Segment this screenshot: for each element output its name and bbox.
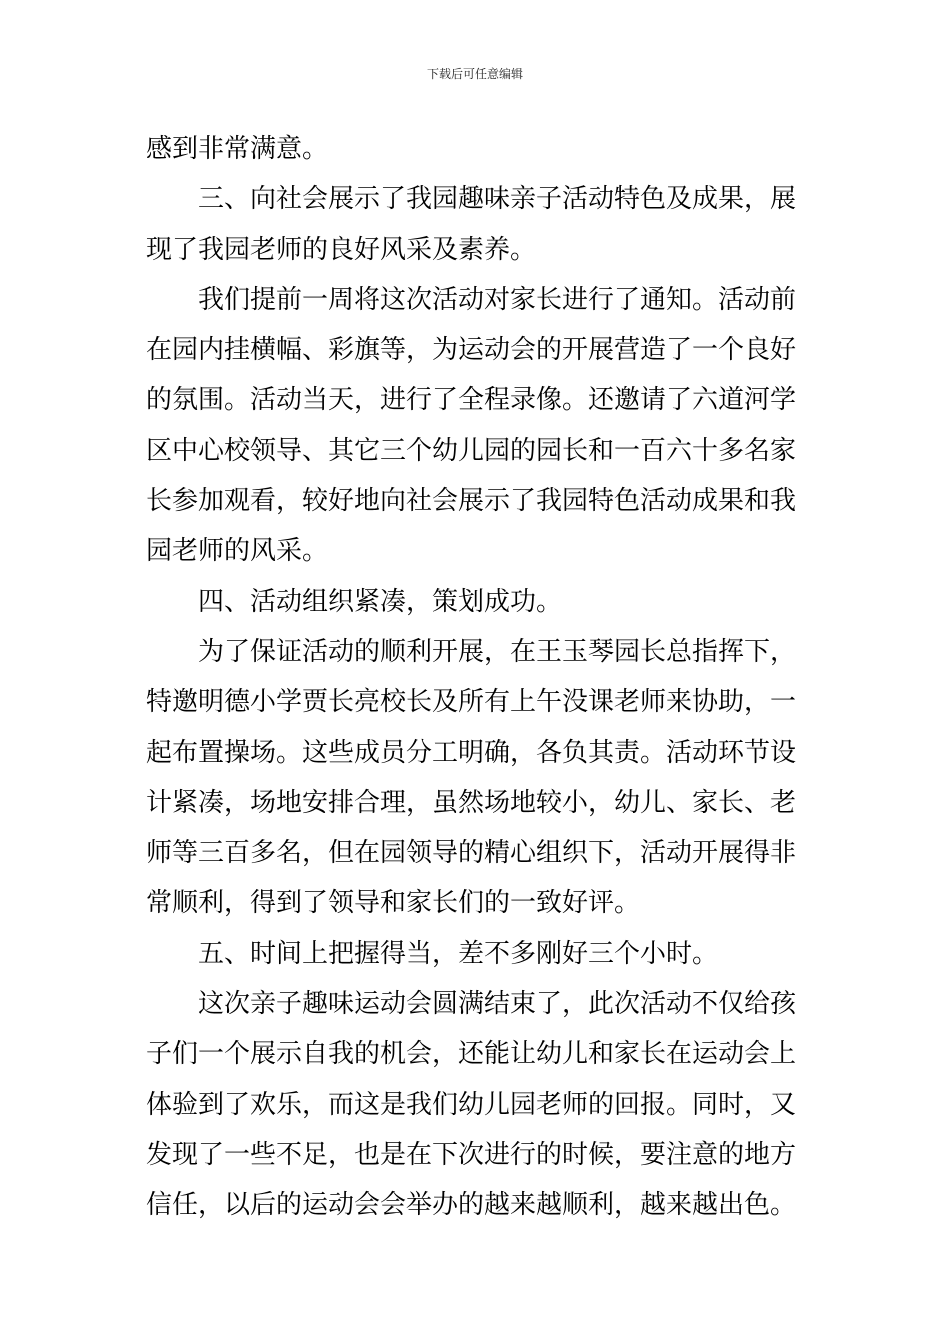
text-line: 特邀明德小学贾长亮校长及所有上午没课老师来协助，一 xyxy=(146,687,797,718)
text-line: 五、时间上把握得当，差不多刚好三个小时。 xyxy=(198,938,719,969)
text-line: 四、活动组织紧凑，策划成功。 xyxy=(198,586,563,617)
text-line: 常顺利，得到了领导和家长们的一致好评。 xyxy=(146,888,641,919)
text-line: 发现了一些不足，也是在下次进行的时候，要注意的地方 xyxy=(146,1139,797,1170)
text-line: 区中心校领导、其它三个幼儿园的园长和一百六十多名家 xyxy=(146,435,797,466)
document-body xyxy=(146,124,806,1231)
page-header: 下载后可任意编辑 xyxy=(426,67,523,81)
text-line: 师等三百多名，但在园领导的精心组织下，活动开展得非 xyxy=(146,838,797,869)
text-line: 三、向社会展示了我园趣味亲子活动特色及成果，展 xyxy=(198,184,797,215)
text-line: 起布置操场。这些成员分工明确，各负其责。活动环节设 xyxy=(146,737,797,768)
text-line: 的氛围。活动当天，进行了全程录像。还邀请了六道河学 xyxy=(146,385,797,416)
text-line: 园老师的风采。 xyxy=(146,536,329,567)
text-line: 计紧凑，场地安排合理，虽然场地较小，幼儿、家长、老 xyxy=(146,787,797,818)
text-line: 长参加观看，较好地向社会展示了我园特色活动成果和我 xyxy=(146,486,797,517)
text-line: 感到非常满意。 xyxy=(146,134,329,164)
text-line: 我们提前一周将这次活动对家长进行了通知。活动前 xyxy=(198,284,797,315)
text-line: 这次亲子趣味运动会圆满结束了，此次活动不仅给孩 xyxy=(198,989,797,1020)
text-line: 体验到了欢乐，而这是我们幼儿园老师的回报。同时，又 xyxy=(146,1089,797,1120)
text-line: 在园内挂横幅、彩旗等，为运动会的开展营造了一个良好 xyxy=(146,335,797,366)
text-line: 子们一个展示自我的机会，还能让幼儿和家长在运动会上 xyxy=(146,1039,797,1070)
text-line: 现了我园老师的良好风采及素养。 xyxy=(146,234,537,265)
text-line: 信任，以后的运动会会举办的越来越顺利，越来越出色。 xyxy=(146,1190,797,1221)
text-line: 为了保证活动的顺利开展，在王玉琴园长总指挥下， xyxy=(198,636,797,667)
